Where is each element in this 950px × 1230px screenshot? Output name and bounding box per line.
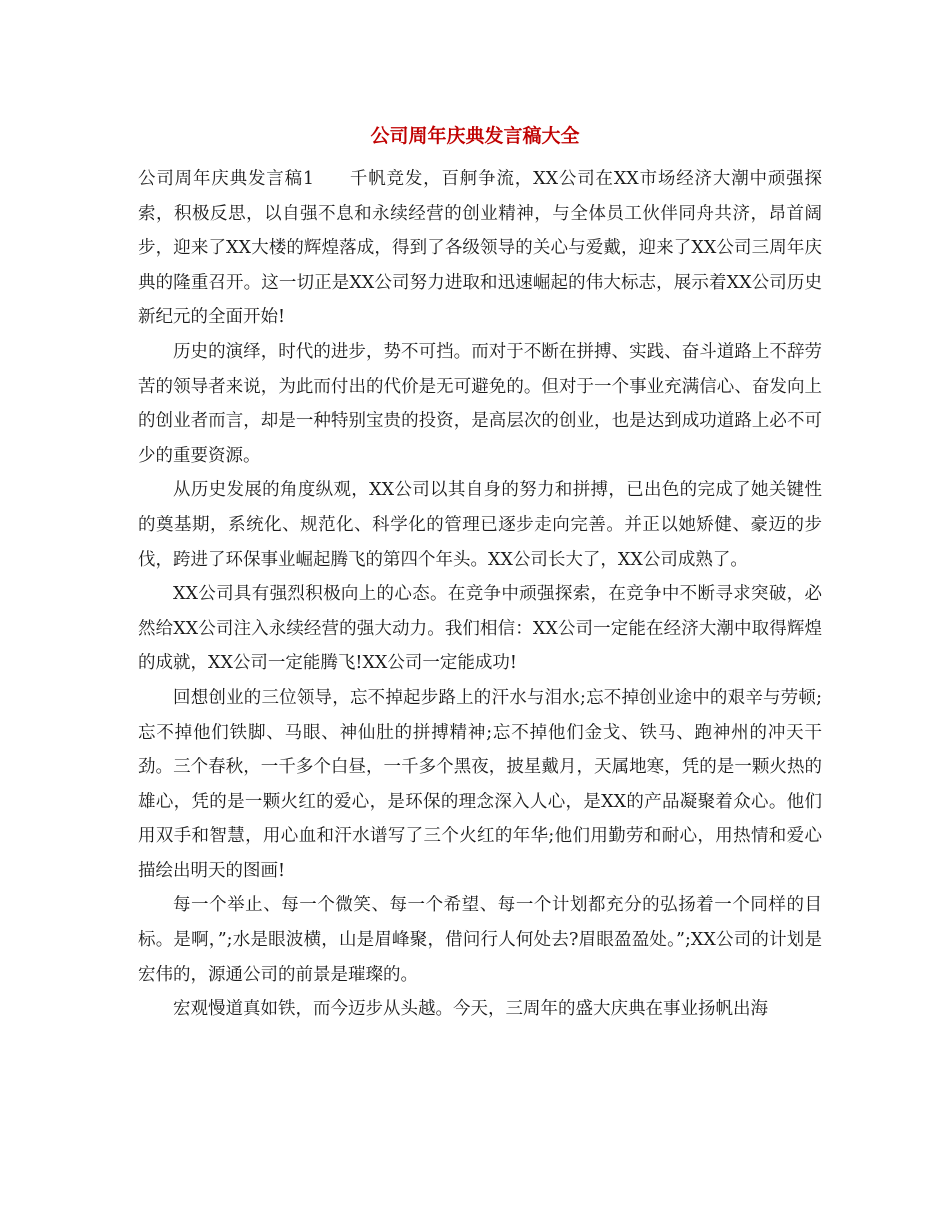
document-body	[138, 162, 822, 1027]
document-title: 公司周年庆典发言稿大全	[370, 125, 580, 147]
paragraph-4: XX公司具有强烈积极向上的心态。在竞争中顽强探索，在竞争中不断寻求突破，必然给XX公司注入永续经营的强大动力。我们相信：XX公司一定能在经济大潮中取得辉煌的成就，XX公司一定能腾飞!XX公司一定能成功!	[138, 584, 822, 674]
paragraph-5: 回想创业的三位领导，忘不掉起步路上的汗水与泪水;忘不掉创业途中的艰辛与劳顿;忘不掉他们铁脚、马眼、神仙肚的拼搏精神;忘不掉他们金戈、铁马、跑神州的冲天干劲。三个春秋，一千多个白昼，一千多个黑夜，披星戴月，天属地寒，凭的是一颗火热的雄心，凭的是一颗火红的爱心，是环保的理念深入人心，是XX的产品凝聚着众心。他们用双手和智慧，用心血和汗水谱写了三个火红的年华;他们用勤劳和耐心，用热情和爱心描绘出明天的图画!	[138, 687, 822, 881]
paragraph-2: 历史的演绎，时代的进步，势不可挡。而对于不断在拼搏、实践、奋斗道路上不辞劳苦的领导者来说，为此而付出的代价是无可避免的。但对于一个事业充满信心、奋发向上的创业者而言，却是一种特别宝贵的投资，是高层次的创业，也是达到成功道路上必不可少的重要资源。	[138, 341, 822, 466]
paragraph-1-text: 千帆竞发，百舸争流，XX公司在XX市场经济大潮中顽强探索，积极反思，以自强不息和永续经营的创业精神，与全体员工伙伴同舟共济，昂首阔步，迎来了XX大楼的辉煌落成，得到了各级领导的关心与爱戴，迎来了XX公司三周年庆典的隆重召开。这一切正是XX公司努力进取和迅速崛起的伟大标志，展示着XX公司历史新纪元的全面开始!	[138, 169, 822, 328]
speech-heading: 公司周年庆典发言稿1	[138, 169, 315, 189]
paragraph-7: 宏观慢道真如铁，而今迈步从头越。今天，三周年的盛大庆典在事业扬帆出海	[173, 999, 768, 1020]
paragraph-6: 每一个举止、每一个微笑、每一个希望、每一个计划都充分的弘扬着一个同样的目标。是啊，”;水是眼波横，山是眉峰聚，借问行人何处去?眉眼盈盈处。”;XX公司的计划是宏伟的，源通公司的前景是璀璨的。	[138, 895, 822, 985]
paragraph-3: 从历史发展的角度纵观，XX公司以其自身的努力和拼搏，已出色的完成了她关键性的奠基期，系统化、规范化、科学化的管理已逐步走向完善。并正以她矫健、豪迈的步伐，跨进了环保事业崛起腾飞的第四个年头。XX公司长大了，XX公司成熟了。	[138, 480, 822, 570]
paragraph-1	[138, 162, 822, 335]
